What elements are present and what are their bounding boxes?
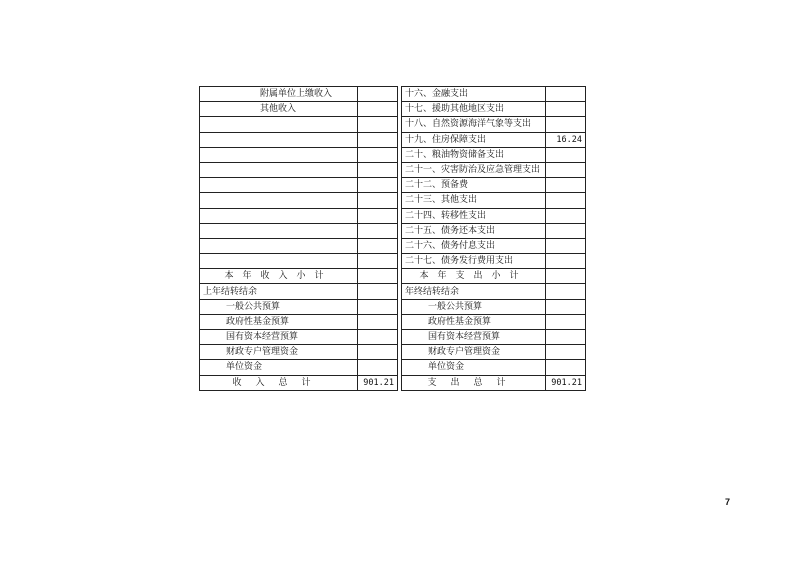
income-amount-cell: [358, 147, 398, 162]
income-amount-cell: [358, 345, 398, 360]
table-row: [200, 299, 586, 314]
expense-item-cell: 二十、粮油物资储备支出: [402, 147, 546, 162]
expense-item-cell: 单位资金: [402, 360, 546, 375]
expense-amount-cell: [546, 330, 586, 345]
expense-item-cell: 年终结转结余: [402, 284, 546, 299]
income-item-cell: 一般公共预算: [200, 299, 358, 314]
income-amount-cell: 901.21: [358, 375, 398, 390]
income-amount-cell: [358, 360, 398, 375]
table-row: [200, 147, 586, 162]
table-row: [200, 284, 586, 299]
table-row: [200, 360, 586, 375]
table-row: [200, 330, 586, 345]
expense-item-cell: 十七、援助其他地区支出: [402, 102, 546, 117]
income-item-cell: 单位资金: [200, 360, 358, 375]
income-amount-cell: [358, 102, 398, 117]
income-item-cell: 国有资本经营预算: [200, 330, 358, 345]
income-amount-cell: [358, 269, 398, 284]
table-row: [200, 375, 586, 390]
expense-item-cell: 一般公共预算: [402, 299, 546, 314]
expense-amount-cell: [546, 299, 586, 314]
expense-item-cell: 二十一、灾害防治及应急管理支出: [402, 162, 546, 177]
table-row: [200, 117, 586, 132]
expense-item-cell: 本年支出小计: [402, 269, 546, 284]
income-item-cell: 本年收入小计: [200, 269, 358, 284]
expense-item-cell: 财政专户管理资金: [402, 345, 546, 360]
income-item-cell: [200, 178, 358, 193]
table-row: [200, 178, 586, 193]
income-amount-cell: [358, 284, 398, 299]
income-item-cell: 上年结转结余: [200, 284, 358, 299]
expense-item-cell: 二十四、转移性支出: [402, 208, 546, 223]
table-row: [200, 162, 586, 177]
income-item-cell: 财政专户管理资金: [200, 345, 358, 360]
income-amount-cell: [358, 238, 398, 253]
income-amount-cell: [358, 193, 398, 208]
income-item-cell: 收入总计: [200, 375, 358, 390]
income-amount-cell: [358, 254, 398, 269]
expense-amount-cell: [546, 269, 586, 284]
expense-amount-cell: [546, 178, 586, 193]
income-item-cell: [200, 223, 358, 238]
table-row: [200, 345, 586, 360]
table-row: [200, 193, 586, 208]
expense-item-cell: 国有资本经营预算: [402, 330, 546, 345]
income-item-cell: [200, 117, 358, 132]
income-amount-cell: [358, 208, 398, 223]
expense-item-cell: 十六、金融支出: [402, 87, 546, 102]
expense-amount-cell: 901.21: [546, 375, 586, 390]
table-row: [200, 269, 586, 284]
income-item-cell: [200, 147, 358, 162]
expense-amount-cell: [546, 314, 586, 329]
expense-amount-cell: [546, 193, 586, 208]
income-item-cell: 其他收入: [200, 102, 358, 117]
table-row: [200, 223, 586, 238]
table-row: [200, 208, 586, 223]
income-amount-cell: [358, 330, 398, 345]
expense-amount-cell: [546, 162, 586, 177]
income-amount-cell: [358, 223, 398, 238]
income-item-cell: 政府性基金预算: [200, 314, 358, 329]
table-row: [200, 314, 586, 329]
expense-item-cell: 十九、住房保障支出: [402, 132, 546, 147]
expense-amount-cell: [546, 117, 586, 132]
expense-item-cell: 支出总计: [402, 375, 546, 390]
expense-amount-cell: [546, 238, 586, 253]
income-item-cell: [200, 193, 358, 208]
expense-item-cell: 二十三、其他支出: [402, 193, 546, 208]
expense-item-cell: 政府性基金预算: [402, 314, 546, 329]
income-amount-cell: [358, 314, 398, 329]
income-item-cell: [200, 132, 358, 147]
income-amount-cell: [358, 162, 398, 177]
table-row: [200, 102, 586, 117]
table-row: [200, 87, 586, 102]
income-item-cell: [200, 162, 358, 177]
expense-amount-cell: [546, 254, 586, 269]
expense-amount-cell: 16.24: [546, 132, 586, 147]
page-number: 7: [725, 497, 731, 507]
expense-item-cell: 二十二、预备费: [402, 178, 546, 193]
income-amount-cell: [358, 132, 398, 147]
table-row: [200, 254, 586, 269]
expense-item-cell: 二十六、债务付息支出: [402, 238, 546, 253]
income-amount-cell: [358, 117, 398, 132]
income-amount-cell: [358, 299, 398, 314]
income-item-cell: [200, 238, 358, 253]
table-row: [200, 238, 586, 253]
income-item-cell: [200, 254, 358, 269]
expense-amount-cell: [546, 147, 586, 162]
table-row: [200, 132, 586, 147]
expense-amount-cell: [546, 208, 586, 223]
expense-amount-cell: [546, 223, 586, 238]
expense-item-cell: 二十五、债务还本支出: [402, 223, 546, 238]
income-item-cell: [200, 208, 358, 223]
income-amount-cell: [358, 178, 398, 193]
expense-amount-cell: [546, 345, 586, 360]
expense-item-cell: 二十七、债务发行费用支出: [402, 254, 546, 269]
income-item-cell: 附属单位上缴收入: [200, 87, 358, 102]
income-amount-cell: [358, 87, 398, 102]
expense-amount-cell: [546, 284, 586, 299]
expense-amount-cell: [546, 87, 586, 102]
expense-amount-cell: [546, 102, 586, 117]
budget-table-body: [200, 87, 586, 391]
budget-table: [199, 86, 586, 391]
expense-amount-cell: [546, 360, 586, 375]
expense-item-cell: 十八、自然资源海洋气象等支出: [402, 117, 546, 132]
